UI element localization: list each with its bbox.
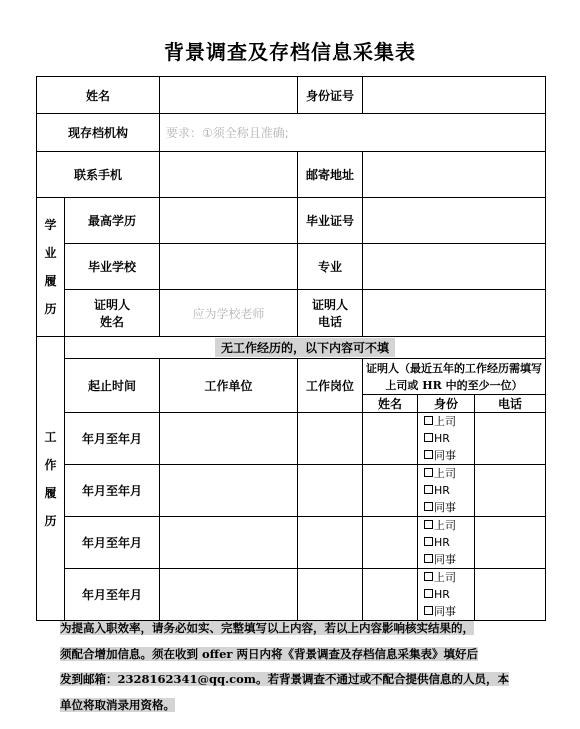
highest-degree-input-cell[interactable] — [160, 198, 298, 244]
identity-option-label: HR — [434, 536, 450, 549]
work-period: 年月至年月 — [65, 569, 160, 621]
checkbox-icon[interactable] — [424, 485, 433, 494]
work-notice-cell — [65, 337, 546, 359]
phone-input-cell[interactable] — [160, 152, 298, 198]
footer-line-3 — [60, 667, 538, 693]
identity-option-label: 上司 — [434, 467, 457, 480]
work-position-input-cell[interactable] — [298, 569, 363, 621]
checkbox-icon[interactable] — [424, 520, 433, 529]
edu-reference-name-line1: 证明人 — [94, 298, 131, 312]
footer-notice — [60, 616, 538, 718]
checkbox-icon[interactable] — [424, 502, 433, 511]
edu-reference-phone-line2: 电话 — [318, 315, 343, 329]
identity-option-label: HR — [434, 484, 450, 497]
checkbox-icon[interactable] — [424, 468, 433, 477]
work-row — [37, 413, 546, 465]
row-work-header-1 — [37, 359, 546, 395]
graduation-cert-label: 毕业证号 — [298, 198, 363, 244]
work-position-input-cell[interactable] — [298, 517, 363, 569]
highest-degree-label: 最高学历 — [65, 198, 160, 244]
identity-option[interactable] — [424, 465, 474, 482]
major-input-cell[interactable] — [363, 244, 546, 290]
school-label: 毕业学校 — [65, 244, 160, 290]
identity-option-label: HR — [434, 588, 450, 601]
work-period: 年月至年月 — [65, 517, 160, 569]
work-ref-identity-options — [418, 517, 475, 569]
name-input-cell[interactable] — [160, 77, 298, 114]
form-title: 背景调查及存档信息采集表 — [164, 40, 416, 64]
checkbox-icon[interactable] — [424, 450, 433, 459]
education-section-label — [37, 198, 65, 337]
company-header: 工作单位 — [160, 359, 298, 413]
identity-option[interactable] — [424, 499, 474, 516]
work-period: 年月至年月 — [65, 465, 160, 517]
footer-line-4 — [60, 693, 538, 719]
work-ref-name-input-cell[interactable] — [363, 517, 418, 569]
id-number-label: 身份证号 — [298, 77, 363, 114]
work-company-input-cell[interactable] — [160, 569, 298, 621]
edu-reference-phone-label — [298, 290, 363, 337]
school-input-cell[interactable] — [160, 244, 298, 290]
work-ref-identity-options — [418, 413, 475, 465]
education-char-3: 履 — [44, 274, 57, 288]
identity-option[interactable] — [424, 569, 474, 586]
work-char-1: 工 — [44, 429, 57, 444]
footer-line-2-text: 须配合增加信息。须在收到 offer 两日内将《背景调查及存档信息采集表》填好后 — [60, 646, 478, 661]
footer-line-1-text: 为提高入职效率，请务必如实、完整填写以上内容，若以上内容影响核实结果的， — [60, 621, 474, 635]
row-work-notice — [37, 337, 546, 359]
checkbox-icon[interactable] — [424, 433, 433, 442]
major-label: 专业 — [298, 244, 363, 290]
work-period: 年月至年月 — [65, 413, 160, 465]
work-ref-name-input-cell[interactable] — [363, 569, 418, 621]
work-char-2: 作 — [44, 457, 57, 472]
identity-option[interactable] — [424, 534, 474, 551]
work-row — [37, 465, 546, 517]
checkbox-icon[interactable] — [424, 537, 433, 546]
work-char-4: 历 — [44, 513, 57, 528]
identity-option[interactable] — [424, 430, 474, 447]
work-char-3: 履 — [44, 485, 57, 500]
work-ref-phone-input-cell[interactable] — [475, 465, 546, 517]
identity-option-label: 上司 — [434, 519, 457, 532]
identity-option-label: 上司 — [434, 415, 457, 428]
work-ref-identity-header: 身份 — [418, 395, 475, 413]
identity-option-label: 上司 — [434, 571, 457, 584]
id-number-input-cell[interactable] — [363, 77, 546, 114]
row-archive — [37, 114, 546, 152]
work-ref-name-input-cell[interactable] — [363, 413, 418, 465]
footer-line-1 — [60, 616, 538, 642]
education-char-1: 学 — [44, 218, 57, 232]
checkbox-icon[interactable] — [424, 589, 433, 598]
footer-line-4-text: 单位将取消录用资格。 — [60, 697, 175, 712]
work-ref-phone-header: 电话 — [475, 395, 546, 413]
work-row — [37, 517, 546, 569]
edu-reference-phone-input-cell[interactable] — [363, 290, 546, 337]
edu-reference-phone-line1: 证明人 — [312, 298, 349, 312]
identity-option[interactable] — [424, 586, 474, 603]
archive-institution-label: 现存档机构 — [37, 114, 160, 152]
work-ref-identity-options — [418, 569, 475, 621]
work-position-input-cell[interactable] — [298, 465, 363, 517]
education-char-2: 业 — [44, 246, 57, 260]
work-position-input-cell[interactable] — [298, 413, 363, 465]
identity-option-label: 同事 — [434, 501, 457, 514]
work-company-input-cell[interactable] — [160, 517, 298, 569]
work-notice: 无工作经历的，以下内容可不填 — [215, 338, 395, 357]
mailing-address-input-cell[interactable] — [363, 152, 546, 198]
graduation-cert-input-cell[interactable] — [363, 198, 546, 244]
identity-option[interactable] — [424, 482, 474, 499]
period-header: 起止时间 — [65, 359, 160, 413]
checkbox-icon[interactable] — [424, 554, 433, 563]
work-ref-phone-input-cell[interactable] — [475, 517, 546, 569]
checkbox-icon[interactable] — [424, 572, 433, 581]
work-section-label — [37, 337, 65, 621]
position-header: 工作岗位 — [298, 359, 363, 413]
row-highest-degree — [37, 198, 546, 244]
identity-option-label: 同事 — [434, 449, 457, 462]
row-contact — [37, 152, 546, 198]
identity-option-label: 同事 — [434, 553, 457, 566]
work-row — [37, 569, 546, 621]
row-name — [37, 77, 546, 114]
phone-label: 联系手机 — [37, 152, 160, 198]
work-reference-header: 证明人（最近五年的工作经历需填写上司或 HR 中的至少一位） — [363, 359, 546, 395]
archive-institution-input-cell[interactable]: 要求：①须全称且准确; — [160, 114, 546, 152]
work-ref-phone-input-cell[interactable] — [475, 569, 546, 621]
row-edu-reference — [37, 290, 546, 337]
identity-option[interactable] — [424, 447, 474, 464]
work-ref-name-input-cell[interactable] — [363, 465, 418, 517]
work-ref-phone-input-cell[interactable] — [475, 413, 546, 465]
name-label: 姓名 — [37, 77, 160, 114]
edu-reference-name-input-cell[interactable]: 应为学校老师 — [160, 290, 298, 337]
identity-option-label: HR — [434, 432, 450, 445]
identity-option-label: 同事 — [434, 605, 457, 618]
work-company-input-cell[interactable] — [160, 465, 298, 517]
footer-line-3-text: 发到邮箱：2328162341@qq.com。若背景调查不通过或不配合提供信息的人员，本 — [60, 672, 509, 686]
identity-option[interactable] — [424, 413, 474, 430]
row-school — [37, 244, 546, 290]
identity-option[interactable] — [424, 517, 474, 534]
work-ref-identity-options — [418, 465, 475, 517]
identity-option[interactable] — [424, 551, 474, 568]
edu-reference-name-line2: 姓名 — [100, 315, 125, 329]
checkbox-icon[interactable] — [424, 416, 433, 425]
work-ref-name-header: 姓名 — [363, 395, 418, 413]
education-char-4: 历 — [44, 302, 57, 316]
work-company-input-cell[interactable] — [160, 413, 298, 465]
background-check-form — [36, 76, 546, 621]
mailing-address-label: 邮寄地址 — [298, 152, 363, 198]
checkbox-icon[interactable] — [424, 606, 433, 615]
footer-line-2 — [60, 642, 538, 668]
edu-reference-name-label — [65, 290, 160, 337]
